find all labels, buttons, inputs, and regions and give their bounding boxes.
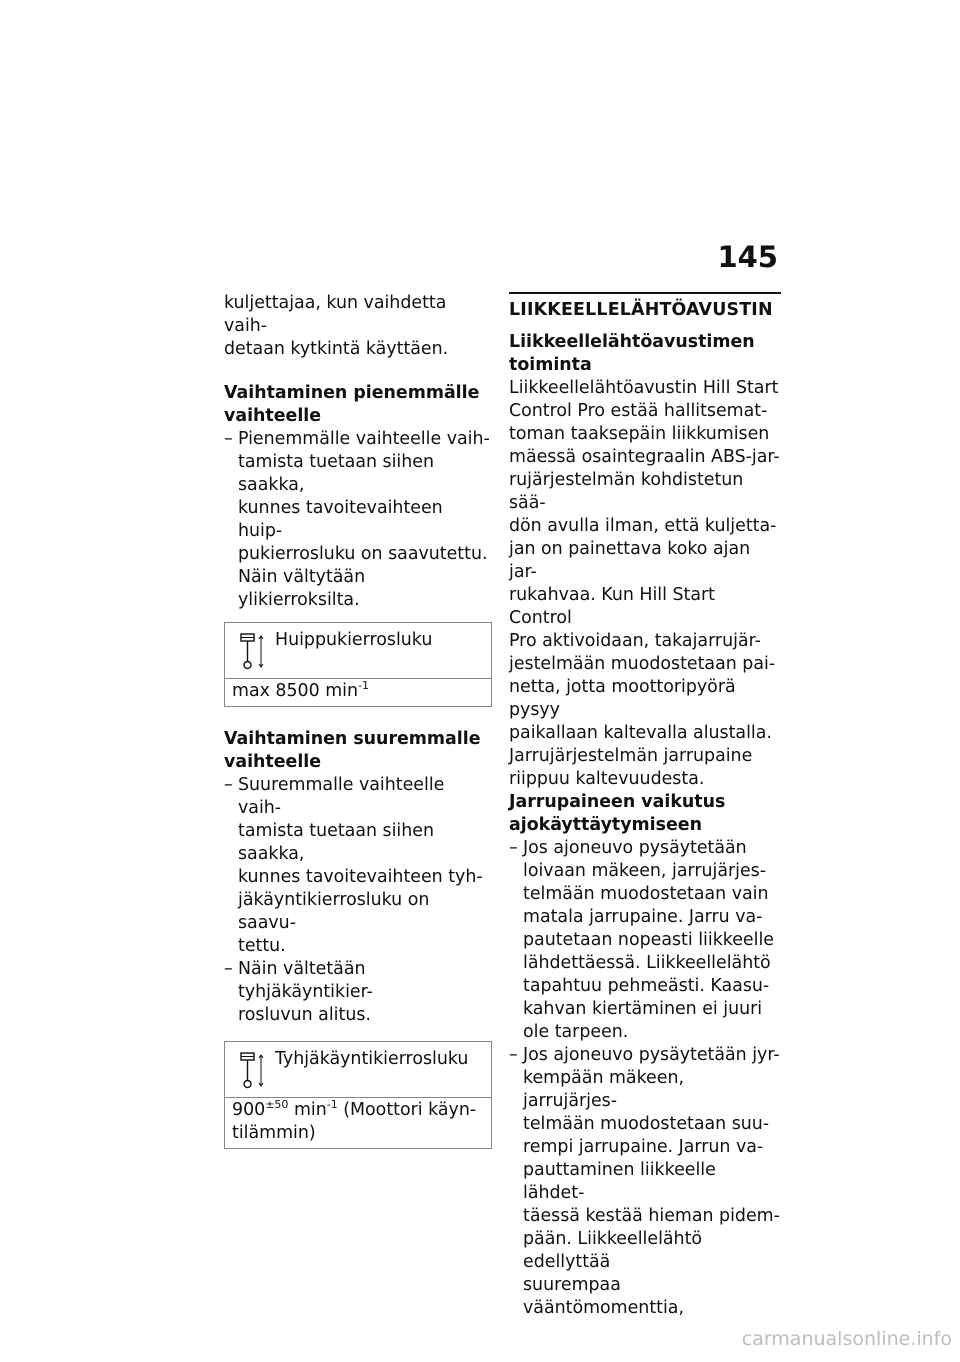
spec-label: Huippukierrosluku xyxy=(275,630,433,650)
spec-value: $900^{\pm 50}$ $\min^{-1}$ (Moottori käyn- tilämmin) xyxy=(232,1098,477,1143)
intro-text: kuljettajaa, kun vaihdetta vaih- detaan kytkintä käyttäen. xyxy=(224,293,449,359)
section-title: LIIKKEELLELÄHTÖAVUSTIN xyxy=(509,292,781,322)
watermark: carmanualsonline.info xyxy=(741,1328,952,1350)
list-item: – Jos ajoneuvo pysäytetään loivaan mäkeen, jarrujärjes- telmään muodostetaan vain matala jarrupaine. Jarru va- pautetaan nopeasti liikkeelle lähdettäessä. Liikkeellelähtö tapahtuu pehmeästi. Kaasu- kahvan kiertäminen ei juuri ole tarpeen. xyxy=(509,838,774,1042)
spec-label: Tyhjäkäyntikierrosluku xyxy=(275,1049,469,1069)
list-item: – Näin vältetään tyhjäkäyntikier- rosluvun alitus. xyxy=(224,959,373,1025)
spec-box-max-rpm xyxy=(224,622,492,707)
list-item: – Suuremmalle vaihteelle vaih- tamista tuetaan siihen saakka, kunnes tavoitevaihteen tyh- jäkäyntikierrosluku on saavu- tettu. xyxy=(224,775,483,956)
pressure-heading: Jarrupaineen vaikutus ajokäyttäytymiseen xyxy=(509,792,726,835)
list-item: – Pienemmälle vaihteelle vaih- tamista tuetaan siihen saakka, kunnes tavoitevaihteen huip- pukierrosluku on saavutettu. Näin vältytään ylikierroksilta. xyxy=(224,429,490,610)
right-column xyxy=(509,292,781,1320)
spec-box-idle-rpm xyxy=(224,1041,492,1149)
function-text: Liikkeellelähtöavustin Hill Start Control Pro estää hallitsemat- toman taaksepäin liikkumisen mäessä osaintegraalin ABS-jar- rujärjestelmän kohdistetun sää- dön avulla ilman, että kuljetta- jan on painettava koko ajan jar- rukahvaa. Kun Hill Start Control Pro aktivoidaan, takajarrujär- jestelmään muodostetaan pai- netta, jotta moottoripyörä pysyy paikallaan kaltevalla alustalla. Jarrujärjestelmän jarrupaine riippuu kaltevuudesta. xyxy=(509,378,780,789)
list-item: – Jos ajoneuvo pysäytetään jyr- kempään mäkeen, jarrujärjes- telmään muodostetaan suu- rempi jarrupaine. Jarrun va- pauttaminen liikkeelle lähdet- täessä kestää hieman pidem- pään. Liikkeellelähtö edellyttää suurempaa vääntömomenttia, xyxy=(509,1045,780,1318)
page-number: 145 xyxy=(717,240,778,274)
section-heading-upshift: Vaihtaminen suuremmalle vaihteelle xyxy=(224,729,481,772)
engine-rpm-icon xyxy=(239,633,265,671)
function-heading: Liikkeellelähtöavustimen toiminta xyxy=(509,332,755,375)
left-column xyxy=(224,292,492,1149)
engine-rpm-icon xyxy=(239,1052,265,1090)
section-heading-downshift: Vaihtaminen pienemmälle vaihteelle xyxy=(224,383,480,426)
spec-value: max 8500 $\min^{-1}$ xyxy=(232,679,369,701)
